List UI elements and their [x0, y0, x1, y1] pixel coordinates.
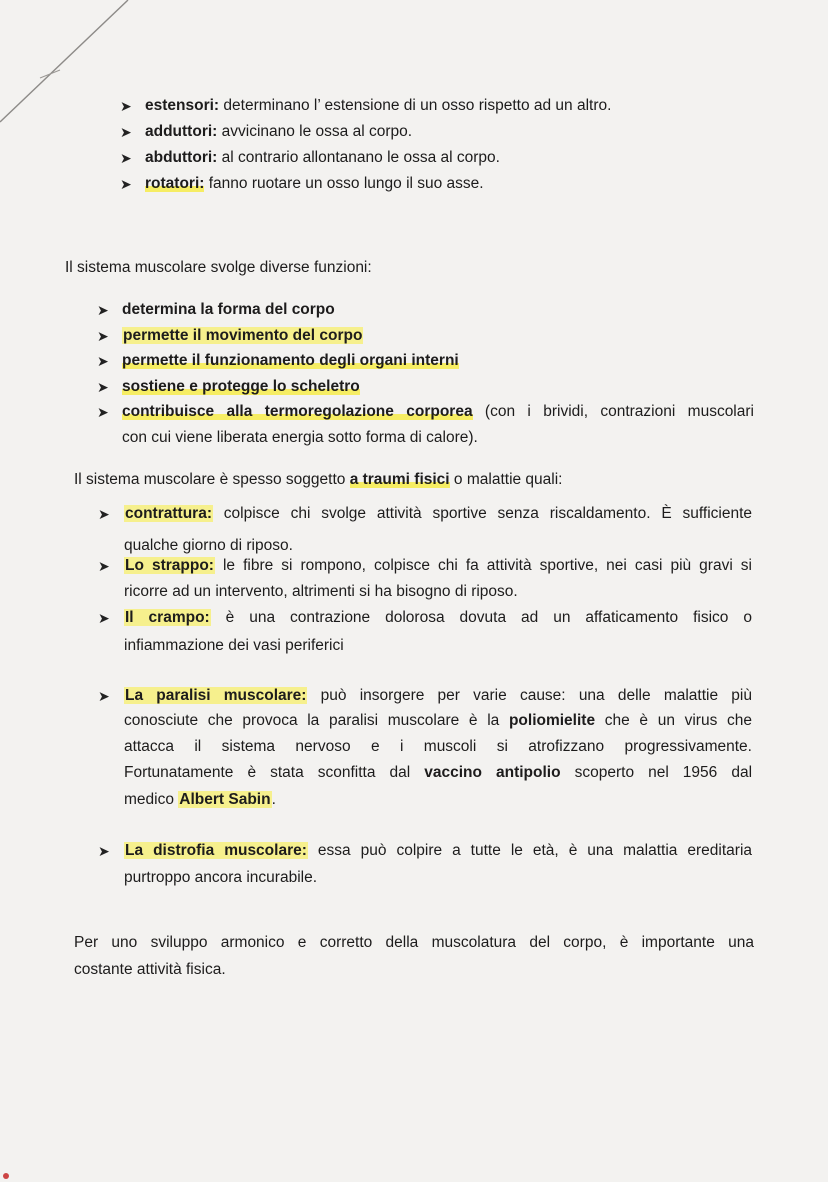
term-label: estensori: [145, 97, 220, 114]
arrow-bullet-icon: ➤ [98, 843, 110, 859]
list-item: abduttori: al contrario allontanano le ossa al corpo. [145, 149, 500, 166]
arrow-bullet-icon: ➤ [120, 150, 132, 166]
arrow-bullet-icon: ➤ [98, 610, 110, 626]
list-item: determina la forma del corpo [122, 301, 335, 318]
conclusion-line: Per uno sviluppo armonico e corretto della muscolatura del corpo, è importante una [74, 934, 754, 951]
list-item: permette il movimento del corpo [123, 327, 363, 344]
arrow-bullet-icon: ➤ [97, 379, 109, 395]
arrow-bullet-icon: ➤ [120, 124, 132, 140]
list-item: adduttori: avvicinano le ossa al corpo. [145, 123, 413, 140]
arrow-bullet-icon: ➤ [97, 353, 109, 369]
list-item-continuation: con cui viene liberata energia sotto forma di calore). [122, 429, 478, 446]
arrow-bullet-icon: ➤ [97, 302, 109, 318]
list-item: permette il funzionamento degli organi interni [122, 352, 459, 369]
list-item-continuation: attacca il sistema nervoso e i muscoli si atrofizzano progressivamente. [124, 738, 752, 755]
list-item-continuation: conosciute che provoca la paralisi muscolare è la poliomielite che è un virus che [124, 712, 752, 729]
list-item-continuation: Fortunatamente è stata sconfitta dal vaccino antipolio scoperto nel 1956 dal [124, 764, 753, 781]
term-label: rotatori: [145, 175, 205, 192]
traumi-intro: Il sistema muscolare è spesso soggetto a traumi fisici o malattie quali: [74, 471, 563, 488]
arrow-bullet-icon: ➤ [98, 558, 110, 574]
list-item-continuation: ricorre ad un intervento, altrimenti si ha bisogno di riposo. [124, 583, 518, 600]
list-item-continuation: purtroppo ancora incurabile. [124, 869, 318, 886]
list-item-paralisi: La paralisi muscolare: può insorgere per varie cause: una delle malattie più [125, 687, 752, 704]
arrow-bullet-icon: ➤ [120, 176, 132, 192]
list-item-continuation: infiammazione dei vasi periferici [124, 637, 344, 654]
list-item-crampo: Il crampo: è una contrazione dolorosa dovuta ad un affaticamento fisico o [125, 609, 752, 626]
list-item: rotatori: fanno ruotare un osso lungo il suo asse. [145, 175, 484, 192]
list-item-contrattura: contrattura: colpisce chi svolge attività sportive senza riscaldamento. È sufficiente [125, 505, 752, 522]
list-item-continuation: qualche giorno di riposo. [124, 537, 293, 554]
list-item-strappo: Lo strappo: le fibre si rompono, colpisce chi fa attività sportive, nei casi più gravi si [125, 557, 752, 574]
conclusion-line: costante attività fisica. [74, 961, 226, 978]
arrow-bullet-icon: ➤ [98, 688, 110, 704]
list-item: estensori: determinano l’ estensione di un osso rispetto ad un altro. [145, 97, 612, 114]
list-item-distrofia: La distrofia muscolare: essa può colpire a tutte le età, è una malattia ereditaria [125, 842, 753, 859]
arrow-bullet-icon: ➤ [120, 98, 132, 114]
arrow-bullet-icon: ➤ [98, 506, 110, 522]
list-item-continuation: medico Albert Sabin. [124, 791, 276, 808]
term-label: adduttori: [145, 123, 218, 140]
arrow-bullet-icon: ➤ [97, 404, 109, 420]
list-item: contribuisce alla termoregolazione corporea (con i brividi, contrazioni muscolari [122, 403, 754, 420]
functions-intro: Il sistema muscolare svolge diverse funzioni: [65, 259, 372, 276]
arrow-bullet-icon: ➤ [97, 328, 109, 344]
list-item: sostiene e protegge lo scheletro [122, 378, 360, 395]
term-label: abduttori: [145, 149, 218, 166]
